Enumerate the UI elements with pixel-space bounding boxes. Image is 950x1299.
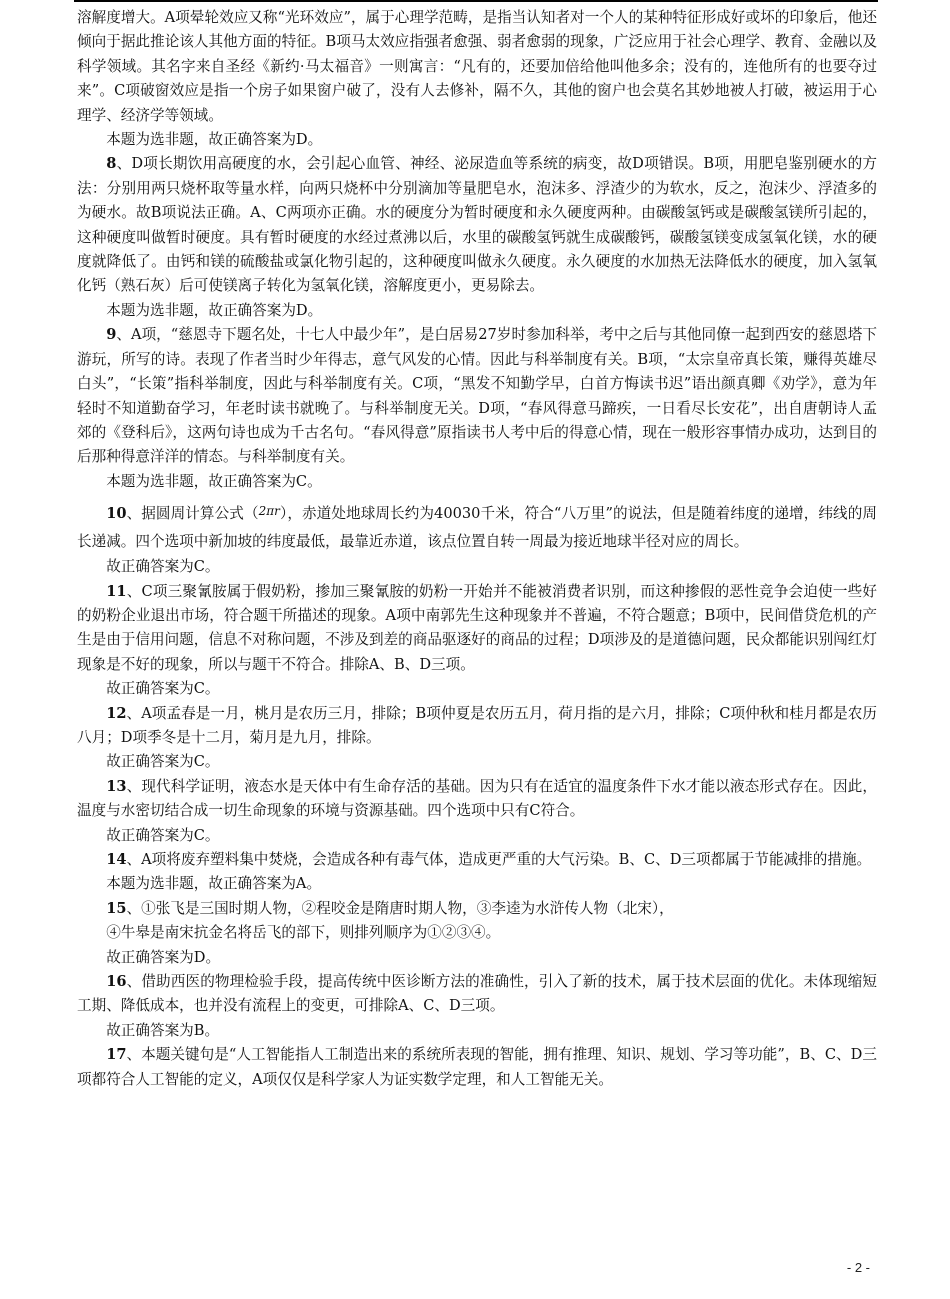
paragraph-continuation: 溶解度增大。A项晕轮效应又称“光环效应”，属于心理学范畴，是指当认知者对一个人的某种特征形成好或坏的印象后，他还倾向于据此推论该人其他方面的特征。B项马太效应指强者愈强、弱者愈弱的现象，广泛应用于社会心理学、教育、金融以及科学领域。其名字来自圣经《新约·马太福音》一则寓言：“凡有的，还要加倍给他叫他多余；没有的，连他所有的也要夺过来”。C项破窗效应是指一个房子如果窗户破了，没有人去修补，隔不久，其他的窗户也会莫名其妙地被人打破，被运用于心理学、经济学等领域。 [77,9,877,124]
explanation-text: 、D项长期饮用高硬度的水，会引起心血管、神经、泌尿造血等系统的病变，故D项错误。B项，用肥皂鉴别硬水的方法：分别用两只烧杯取等量水样，向两只烧杯中分别滴加等量肥皂水，泡沫多、浮渣少的为软水，反之，泡沫少、浮渣多的为硬水。故B项说法正确。A、C两项亦正确。水的硬度分为暂时硬度和永久硬度两种。由碳酸氢钙或是碳酸氢镁所引起的，这种硬度叫做暂时硬度。具有暂时硬度的水经过煮沸以后，水里的碳酸氢钙就生成碳酸钙，碳酸氢镁变成氢氧化镁，水的硬度就降低了。由钙和镁的硫酸盐或氯化物引起的，这种硬度叫做永久硬度。永久硬度的水加热无法降低水的硬度，加入氢氧化钙（熟石灰）后可使镁离子转化为氢氧化镁，溶解度更小，更易除去。 [77,155,877,295]
explanation-text: 、C项三聚氰胺属于假奶粉，掺加三聚氰胺的奶粉一开始并不能被消费者识别，而这种掺假的恶性竞争会迫使一些好的奶粉企业退出市场，符合题干所描述的现象。A项中南郭先生这种现象并不普遍，不符合题意；B项中，民间借贷危机的产生是由于信用问题，信息不对称问题，不涉及到差的商品驱逐好的商品的过程；D项涉及的是道德问题，民众都能识别闯红灯现象是不好的现象，所以与题干不符合。排除A、B、D三项。 [77,582,877,673]
question-13-explanation [77,775,877,824]
question-9-explanation [77,323,877,469]
answer-line: 本题为选非题，故正确答案为D。 [106,131,323,149]
explanation-text: 、A项孟春是一月，桃月是农历三月，排除；B项仲夏是农历五月，荷月指的是六月，排除；C项仲秋和桂月都是农历八月；D项季冬是十二月，菊月是九月，排除。 [77,704,877,746]
explanation-text: 、据圆周计算公式（ [126,505,259,523]
explanation-text: 、A项将废弃塑料集中焚烧，会造成各种有毒气体，造成更严重的大气污染。B、C、D三项都属于节能减排的措施。 [126,851,872,868]
explanation-text: 、①张飞是三国时期人物，②程咬金是隋唐时期人物，③李逵为水浒传人物（北宋）， [126,899,674,917]
question-15-explanation [77,897,877,921]
explanation-text: 、现代科学证明，液态水是天体中有生命存活的基础。因为只有在适宜的温度条件下水才能以液态形式存在。因此，温度与水密切结合成一切生命现象的环境与资源基础。四个选项中只有C符合。 [77,777,877,820]
question-number: 17 [106,1046,127,1064]
question-number: 8 [106,155,117,173]
question-number: 13 [106,777,127,795]
explanation-text: ），赤道处地球周长约为40030千米，符合“八万里”的说法，但是随着纬度的递增，纬线的周长递减。四个选项中新加坡的纬度最低，最靠近赤道，该点位置自转一周最为接近地球半径对应的周长。 [77,505,877,550]
explanation-text: 、A项，“慈恩寺下题名处，十七人中最少年”，是白居易27岁时参加科举，考中之后与其他同僚一起到西安的慈恩塔下游玩，所写的诗。表现了作者当时少年得志，意气风发的心情。因此与科举制度有关。B项，“太宗皇帝真长策，赚得英雄尽白头”，“长策”指科举制度，因此与科举制度有关。C项，“黑发不知勤学早，白首方悔读书迟”语出颜真卿《劝学》，意为年轻时不知道勤奋学习，年老时读书就晚了。与科举制度无关。D项，“春风得意马蹄疾，一日看尽长安花”，出自唐朝诗人孟郊的《登科后》，这两句诗也成为千古名句。“春风得意”原指读书人考中后的得意心情，现在一般形容事情办成功，达到目的后那种得意洋洋的情态。与科举制度有关。 [77,326,877,466]
question-number: 16 [106,973,127,991]
answer-line: 故正确答案为C。 [106,558,220,576]
explanation-text: 、借助西医的物理检验手段，提高传统中医诊断方法的准确性，引入了新的技术，属于技术层面的优化。未体现缩短工期、降低成本，也并没有流程上的变更，可排除A、C、D三项。 [77,973,877,1015]
explanation-text: 、本题关键句是“人工智能指人工制造出来的系统所表现的智能，拥有推理、知识、规划、学习等功能”，B、C、D三项都符合人工智能的定义，A项仅仅是科学家人为证实数学定理，和人工智能无关。 [77,1046,877,1088]
question-number: 11 [106,582,127,600]
question-8-explanation [77,152,877,298]
circumference-formula: 2πr [258,504,280,519]
question-12-explanation [77,702,877,751]
answer-line: 故正确答案为D。 [106,948,221,966]
question-11-explanation [77,580,877,678]
answer-line: 本题为选非题，故正确答案为A。 [106,875,322,893]
question-16-explanation [77,970,877,1019]
page-number: - 2 - [846,1260,870,1275]
answer-line: 本题为选非题，故正确答案为D。 [106,301,323,319]
question-10-explanation [77,498,877,555]
question-number: 10 [106,505,127,523]
question-17-explanation [77,1043,877,1092]
question-15-explanation-continued: ④牛皋是南宋抗金名将岳飞的部下，则排列顺序为①②③④。 [106,924,501,942]
answer-line: 故正确答案为C。 [106,826,220,844]
question-number: 12 [106,704,127,722]
question-14-explanation [77,848,877,872]
answer-line: 故正确答案为C。 [106,753,220,771]
question-number: 15 [106,899,127,917]
document-body [77,6,877,1092]
answer-line: 故正确答案为B。 [106,1021,220,1039]
answer-line: 本题为选非题，故正确答案为C。 [106,472,322,490]
top-rule [74,0,878,2]
question-number: 9 [106,326,117,344]
answer-line: 故正确答案为C。 [106,680,220,698]
question-number: 14 [106,851,127,868]
